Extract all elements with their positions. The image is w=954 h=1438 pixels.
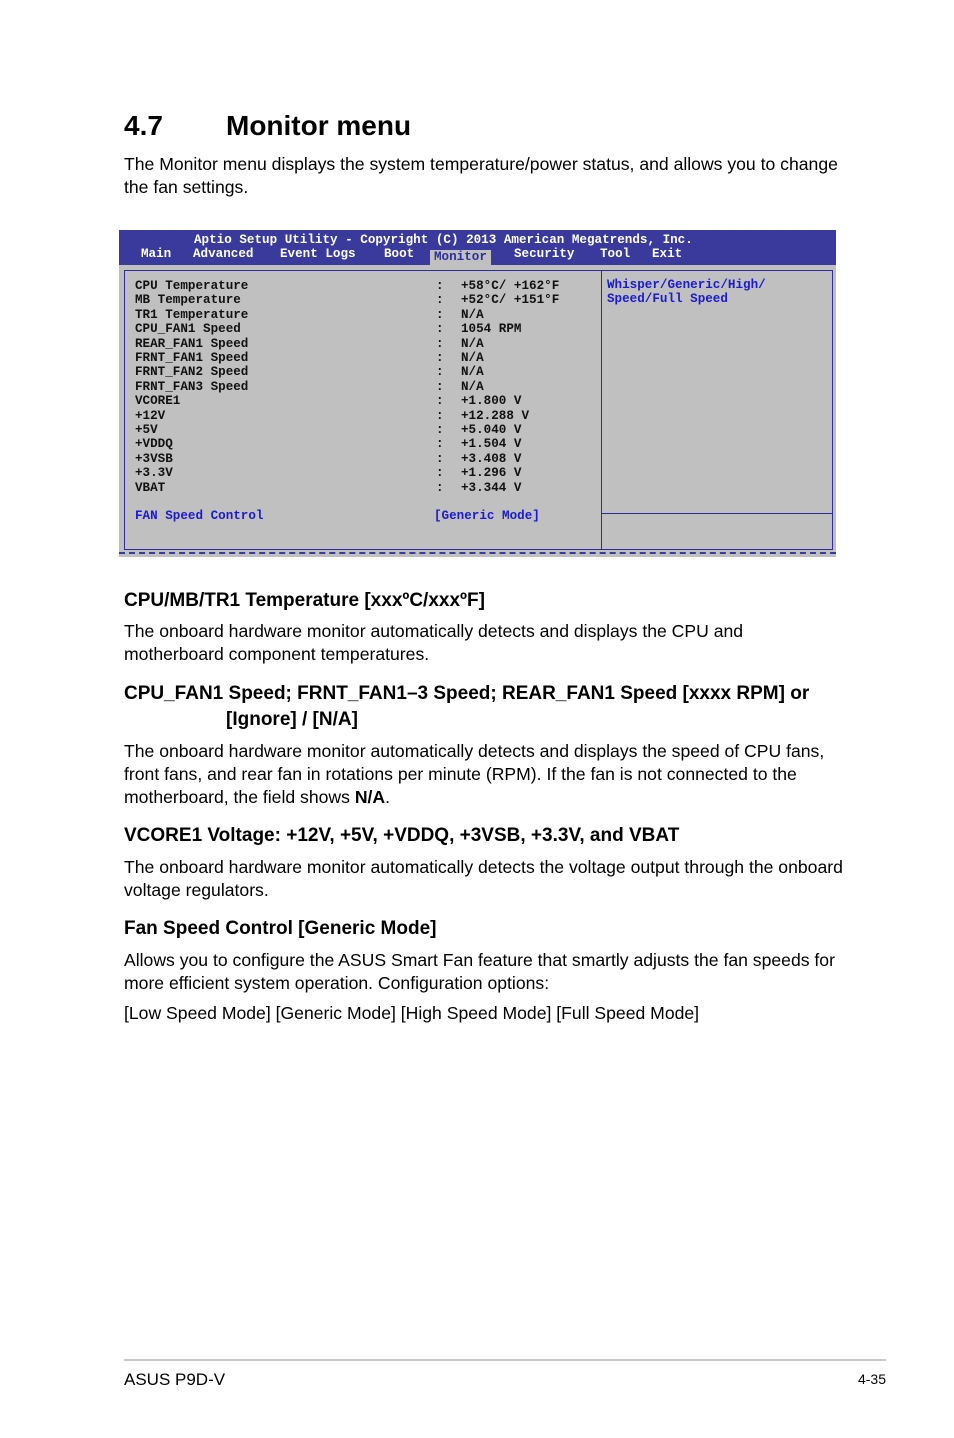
heading-fan-speed-line1: CPU_FAN1 Speed; FRNT_FAN1–3 Speed; REAR_FAN1 Speed [xxxx RPM] or bbox=[124, 683, 810, 704]
bios-dashed-line bbox=[119, 552, 836, 554]
help-text: Whisper/Generic/High/ Speed/Full Speed bbox=[607, 278, 766, 307]
paragraph-temperature: The onboard hardware monitor automatically detects and displays the CPU and motherboard component temperatures. bbox=[124, 621, 744, 664]
bios-screenshot bbox=[119, 230, 836, 557]
menu-advanced[interactable]: Advanced bbox=[193, 247, 254, 261]
menu-tool[interactable]: Tool bbox=[600, 247, 631, 261]
menu-main[interactable]: Main bbox=[141, 247, 172, 261]
menu-event-logs[interactable]: Event Logs bbox=[280, 247, 356, 261]
menu-monitor[interactable]: Monitor bbox=[430, 250, 491, 265]
footer-rule bbox=[124, 1359, 886, 1361]
section-title: Monitor menu bbox=[226, 110, 412, 141]
bios-title: Aptio Setup Utility - Copyright (C) 2013 American Megatrends, Inc. bbox=[194, 233, 693, 247]
menu-security[interactable]: Security bbox=[514, 247, 575, 261]
bios-help-panel bbox=[601, 270, 833, 550]
menu-exit[interactable]: Exit bbox=[652, 247, 683, 261]
intro-paragraph: The Monitor menu displays the system temperature/power status, and allows you to change the fan settings. bbox=[124, 154, 838, 197]
configuration-options: [Low Speed Mode] [Generic Mode] [High Speed Mode] [Full Speed Mode] bbox=[124, 1003, 700, 1023]
bios-header bbox=[119, 230, 836, 265]
menu-boot[interactable]: Boot bbox=[384, 247, 415, 261]
heading-temperature: CPU/MB/TR1 Temperature [xxxºC/xxxºF] bbox=[124, 590, 485, 611]
section-number: 4.7 bbox=[124, 110, 163, 141]
paragraph-fan-speed-control: Allows you to configure the ASUS Smart Fan feature that smartly adjusts the fan speeds for more efficient system operation. Configuration options: bbox=[124, 950, 835, 993]
heading-fan-speed-control: Fan Speed Control [Generic Mode] bbox=[124, 918, 437, 939]
bios-left-panel: CPU Temperature : +58°C/ +162°F MB Temperature : +52°C/ +151°F TR1 Temperature : N/A CPU_FAN1 Speed : 1054 RPM REAR_FAN1 Speed : N/A FRNT_FAN1 Speed : N/A FRNT_FAN2 Speed : N/A FRNT_FAN3 Speed : N/A VCORE1 : +1.800 V +12V : +12.288 V +5V : +5.040 V +VDDQ : +1.504 V +3VSB : +3.408 V +3.3V : +1.296 V VBAT : +3.344 V FAN Speed Control [Generic Mode] bbox=[124, 270, 602, 550]
footer-page-number: 4-35 bbox=[857, 1371, 886, 1387]
footer-product: ASUS P9D-V bbox=[124, 1370, 226, 1389]
paragraph-fan-speed: The onboard hardware monitor automatically detects and displays the speed of CPU fans, front fans, and rear fan in rotations per minute (RPM). If the fan is not connected to the motherboard, the field shows N/A. bbox=[124, 741, 825, 807]
heading-voltage: VCORE1 Voltage: +12V, +5V, +VDDQ, +3VSB, +3.3V, and VBAT bbox=[124, 825, 680, 846]
help-divider bbox=[602, 513, 832, 514]
heading-fan-speed-line2: [Ignore] / [N/A] bbox=[226, 709, 358, 730]
paragraph-voltage: The onboard hardware monitor automatically detects the voltage output through the onboard voltage regulators. bbox=[124, 857, 843, 900]
